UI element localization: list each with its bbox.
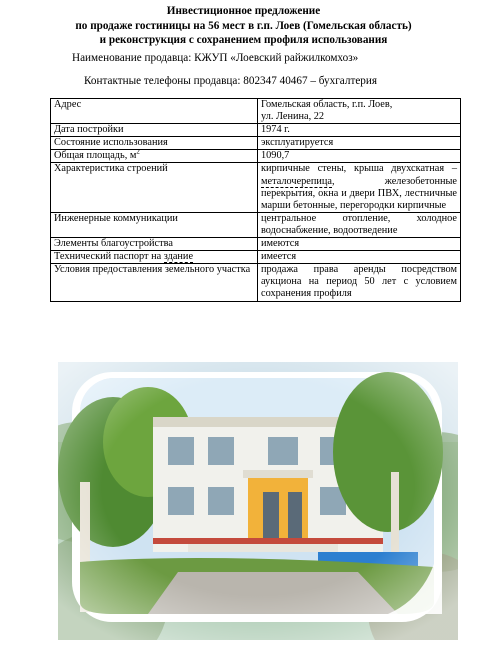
seller-phones: Контактные телефоны продавца: 802347 40467 – бухгалтерия <box>84 75 378 87</box>
table-row <box>51 137 461 150</box>
table-row <box>51 251 461 264</box>
area-unit-superscript: 2 <box>136 149 140 156</box>
structure-text-underlined: металочерепица <box>261 175 332 187</box>
table-row <box>51 264 461 301</box>
passport-label <box>51 251 258 264</box>
amenities-value: имеются <box>258 238 461 251</box>
state-label: Состояние использования <box>51 137 258 150</box>
document-header <box>0 4 487 48</box>
amenities-label: Элементы благоустройства <box>51 238 258 251</box>
seller-name: Наименование продавца: КЖУП «Лоевский райжилкомхоз» <box>72 52 359 64</box>
table-row <box>51 124 461 137</box>
passport-label-text: Технический паспорт на <box>54 251 164 263</box>
address-line-2: ул. Ленина, 22 <box>261 111 325 123</box>
passport-label-underlined: здание <box>163 251 194 263</box>
state-value: эксплуатируется <box>258 137 461 150</box>
conditions-label: Условия предоставления земельного участка <box>51 264 258 301</box>
title-line-3: и реконструкция с сохранением профиля использования <box>99 34 388 46</box>
utilities-label: Инженерные коммуникации <box>51 212 258 237</box>
table-row <box>51 163 461 212</box>
structure-label: Характеристика строений <box>51 163 258 212</box>
address-line-1: Гомельская область, г.п. Лоев, <box>261 99 393 110</box>
table-row <box>51 238 461 251</box>
utilities-value: центральное отопление, холодное водоснабжение, водоотведение <box>258 212 461 237</box>
structure-text-1: кирпичные стены, крыша двухскатная – <box>261 163 457 175</box>
hotel-photo-illustration <box>58 362 458 640</box>
passport-value: имеется <box>258 251 461 264</box>
area-value: 1090,7 <box>258 150 461 163</box>
property-info-table <box>50 98 461 302</box>
address-value <box>258 99 461 124</box>
table-row <box>51 150 461 163</box>
table-row <box>51 99 461 124</box>
title-line-1: Инвестиционное предложение <box>166 5 321 17</box>
year-label: Дата постройки <box>51 124 258 137</box>
structure-text-2: , железобетонные перекрытия, окна и двери ПВХ, лестничные марши бетонные, перегородки кирпичные <box>261 175 457 211</box>
title-line-2: по продаже гостиницы на 56 мест в г.п. Лоев (Гомельская область) <box>75 19 412 32</box>
year-value: 1974 г. <box>258 124 461 137</box>
structure-value <box>258 163 461 212</box>
conditions-value: продажа права аренды посредством аукциона на период 50 лет с условием сохранения профиля <box>258 264 461 301</box>
hotel-photo <box>58 362 458 640</box>
address-label: Адрес <box>51 99 258 124</box>
table-row <box>51 212 461 237</box>
area-label-text: Общая площадь, м <box>54 150 137 162</box>
area-label <box>51 150 258 163</box>
